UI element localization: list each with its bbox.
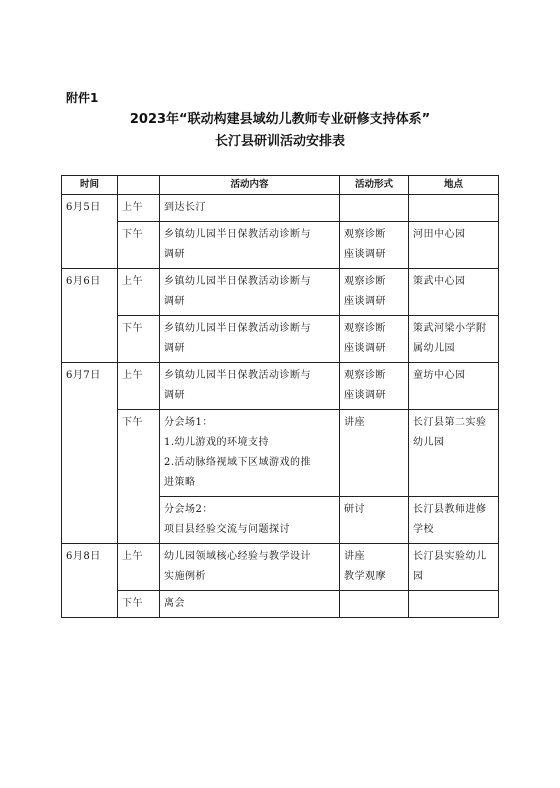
place-cell-line: 园 (413, 571, 424, 582)
content-cell-line: 乡镇幼儿园半日保教活动诊断与 (164, 323, 311, 334)
content-cell-line: 到达长汀 (164, 202, 206, 213)
content-cell-line: 调研 (164, 390, 185, 401)
form-cell (340, 222, 409, 269)
content-cell (160, 195, 340, 222)
form-cell (340, 410, 409, 497)
content-cell (160, 591, 340, 618)
place-cell (409, 222, 499, 269)
content-cell-line: 乡镇幼儿园半日保教活动诊断与 (164, 370, 311, 381)
form-cell-line: 观察诊断 (344, 276, 386, 287)
place-cell-line: 幼儿园 (413, 437, 445, 448)
form-cell-line: 座谈调研 (344, 249, 386, 260)
place-cell (409, 497, 499, 544)
form-cell-line: 讲座 (344, 417, 365, 428)
place-cell-line: 属幼儿园 (413, 343, 455, 354)
content-cell (160, 222, 340, 269)
place-cell (409, 269, 499, 316)
form-cell-line: 观察诊断 (344, 229, 386, 240)
table-header-row (62, 176, 499, 195)
period-cell: 下午 (118, 591, 160, 618)
form-cell-line: 讲座 (344, 551, 365, 562)
content-cell (160, 497, 340, 544)
attachment-label: 附件1 (66, 91, 99, 105)
table-row (62, 591, 499, 618)
place-cell (409, 363, 499, 410)
content-cell-line: 乡镇幼儿园半日保教活动诊断与 (164, 229, 311, 240)
form-cell-line: 研讨 (344, 504, 365, 515)
table-row (62, 544, 499, 591)
place-cell-line: 河田中心园 (413, 229, 466, 240)
form-cell-line: 教学观摩 (344, 571, 386, 582)
place-cell (409, 544, 499, 591)
content-cell (160, 544, 340, 591)
period-cell: 下午 (118, 316, 160, 363)
date-cell: 6月8日 (62, 544, 118, 618)
place-cell (409, 195, 499, 222)
content-cell-line: 进策略 (164, 477, 196, 488)
place-cell (409, 410, 499, 497)
table-row (62, 410, 499, 497)
content-cell-line: 调研 (164, 343, 185, 354)
period-cell: 上午 (118, 544, 160, 591)
content-cell (160, 363, 340, 410)
form-cell-line: 座谈调研 (344, 390, 386, 401)
place-cell-line: 长汀县教师进修 (413, 504, 487, 515)
content-cell (160, 316, 340, 363)
content-cell-line: 离会 (164, 598, 185, 609)
form-cell (340, 497, 409, 544)
place-cell-line: 策武中心园 (413, 276, 466, 287)
header-period (118, 176, 160, 195)
header-time: 时间 (62, 176, 118, 195)
content-cell-line: 分会场2： (164, 504, 213, 515)
schedule-table (61, 175, 499, 618)
table-row (62, 222, 499, 269)
content-cell-line: 分会场1： (164, 417, 213, 428)
place-cell (409, 591, 499, 618)
date-cell: 6月7日 (62, 363, 118, 544)
form-cell (340, 316, 409, 363)
content-cell-line: 项目县经验交流与问题探讨 (164, 524, 290, 535)
place-cell (409, 316, 499, 363)
period-cell: 上午 (118, 363, 160, 410)
date-cell: 6月5日 (62, 195, 118, 269)
content-cell-line: 调研 (164, 296, 185, 307)
place-cell-line: 童坊中心园 (413, 370, 466, 381)
content-cell-line: 乡镇幼儿园半日保教活动诊断与 (164, 276, 311, 287)
content-cell-line: 调研 (164, 249, 185, 260)
place-cell-line: 学校 (413, 524, 434, 535)
table-row (62, 316, 499, 363)
content-cell-line: 实施例析 (164, 571, 206, 582)
place-cell-line: 策武河梁小学附 (413, 323, 487, 334)
form-cell (340, 363, 409, 410)
form-cell (340, 544, 409, 591)
content-cell-line: 2.活动脉络视域下区域游戏的推 (164, 457, 312, 468)
content-cell-line: 1.幼儿游戏的环境支持 (164, 437, 270, 448)
form-cell-line: 观察诊断 (344, 370, 386, 381)
form-cell-line: 座谈调研 (344, 296, 386, 307)
document-title: 2023年“联动构建县域幼儿教师专业研修支持体系” (129, 112, 431, 127)
form-cell (340, 591, 409, 618)
schedule-body (62, 195, 499, 618)
form-cell (340, 195, 409, 222)
header-content: 活动内容 (160, 176, 340, 195)
header-place: 地点 (409, 176, 499, 195)
period-cell: 下午 (118, 410, 160, 544)
table-row (62, 363, 499, 410)
content-cell (160, 410, 340, 497)
table-row (62, 269, 499, 316)
period-cell: 上午 (118, 195, 160, 222)
header-form: 活动形式 (340, 176, 409, 195)
period-cell: 下午 (118, 222, 160, 269)
place-cell-line: 长汀县第二实验 (413, 417, 487, 428)
form-cell (340, 269, 409, 316)
period-cell: 上午 (118, 269, 160, 316)
place-cell-line: 长汀县实验幼儿 (413, 551, 487, 562)
content-cell-line: 幼儿园领域核心经验与教学设计 (164, 551, 311, 562)
table-row (62, 195, 499, 222)
document-subtitle: 长汀县研训活动安排表 (214, 134, 345, 149)
form-cell-line: 座谈调研 (344, 343, 386, 354)
form-cell-line: 观察诊断 (344, 323, 386, 334)
date-cell: 6月6日 (62, 269, 118, 363)
content-cell (160, 269, 340, 316)
